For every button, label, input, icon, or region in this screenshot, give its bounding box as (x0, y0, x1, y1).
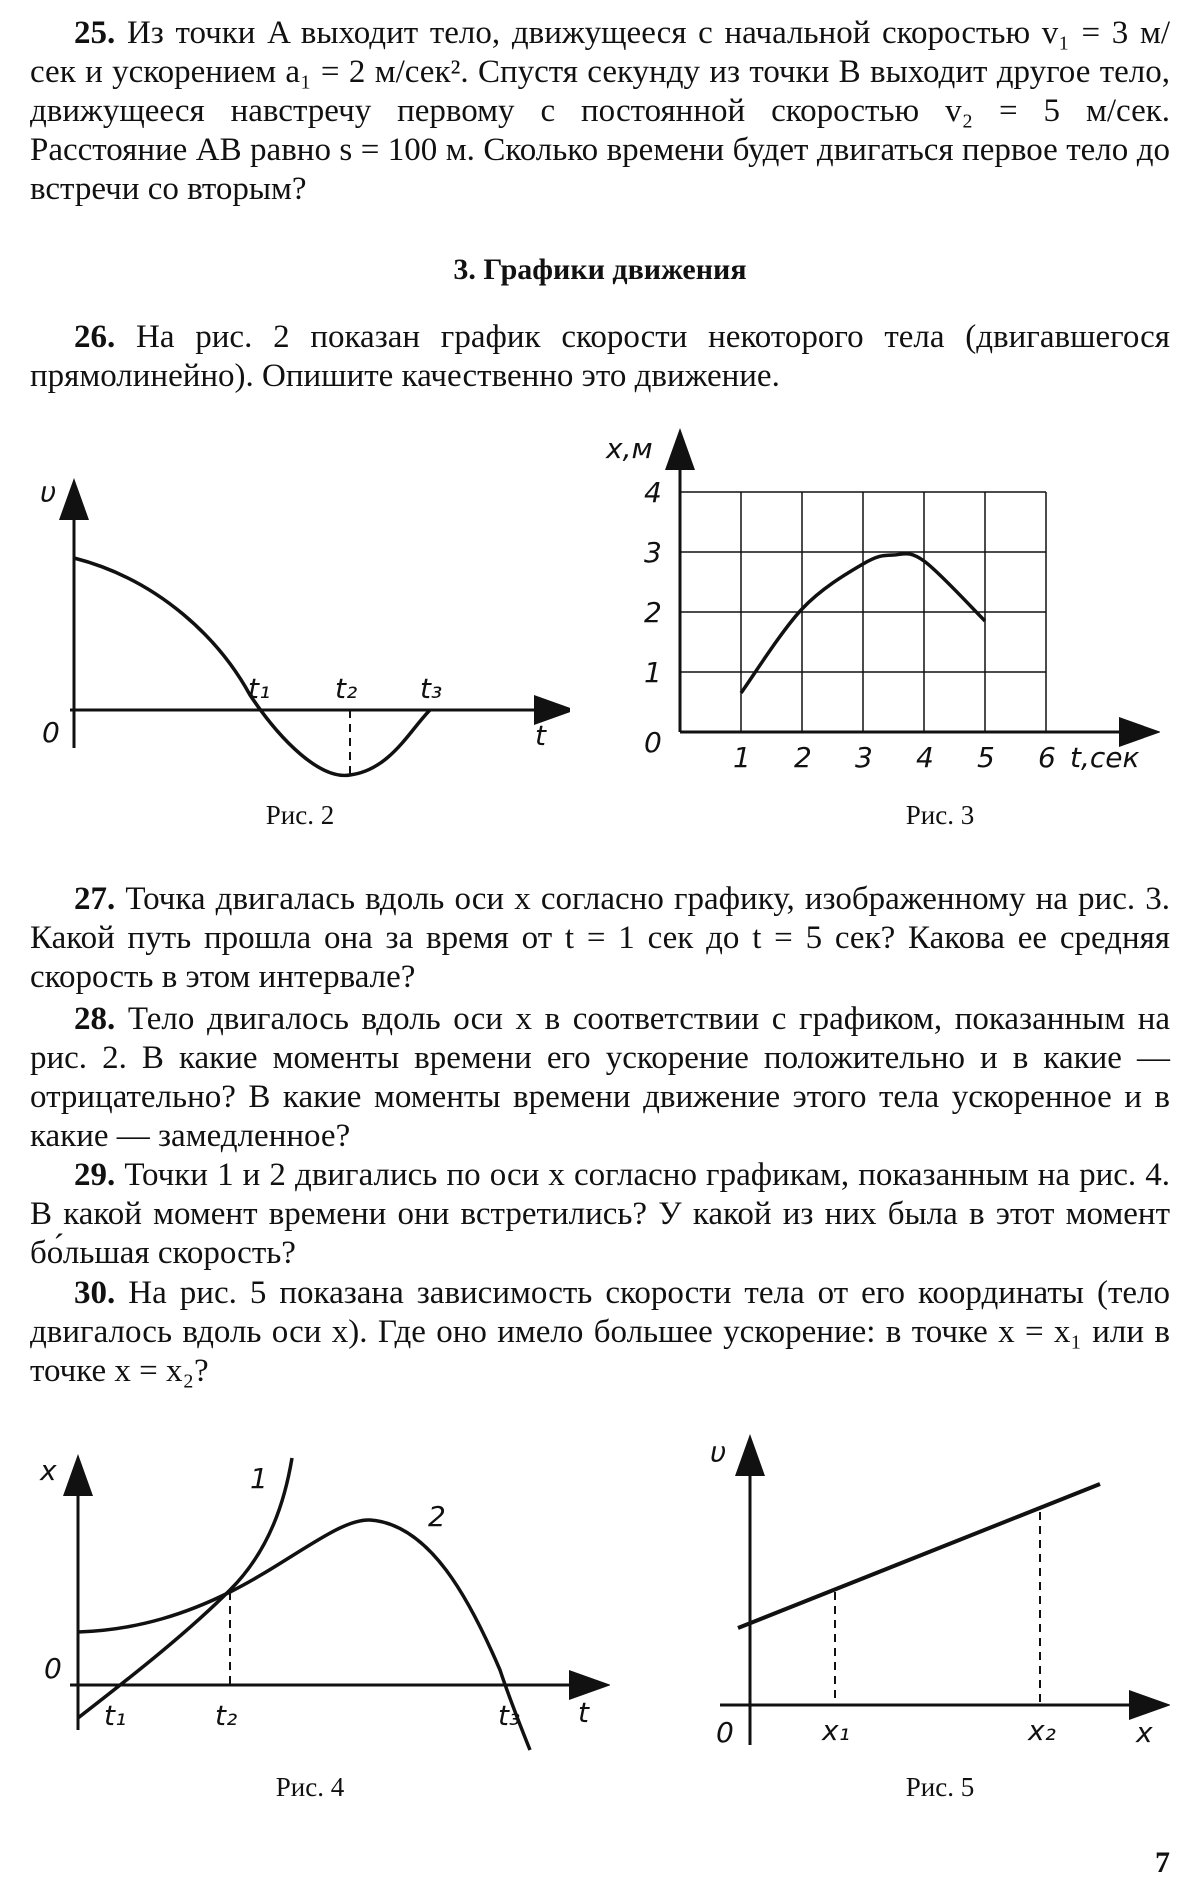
fig2-xlabel: t (535, 719, 546, 752)
fig3-xtick-label: 6 (1038, 741, 1056, 774)
problem-25 (30, 14, 1170, 209)
fig3-xtick-label: 2 (794, 741, 812, 774)
fig4-curve-2-label: 2 (428, 1500, 446, 1533)
figure-2 (30, 470, 570, 790)
fig3-xtick-label: 1 (733, 741, 751, 774)
fig4-curve-1-label: 1 (250, 1462, 268, 1495)
problem-27-number: 27. (74, 881, 116, 917)
fig2-ylabel: υ (40, 476, 57, 509)
problem-25-number: 25. (74, 15, 116, 51)
problem-26 (30, 318, 1170, 396)
problem-27 (30, 880, 1170, 997)
fig3-xtick-label: 3 (855, 741, 873, 774)
fig2-origin: 0 (42, 716, 60, 749)
problem-28 (30, 1000, 1170, 1156)
fig3-ytick-label: 1 (644, 656, 662, 689)
fig4-curve-1 (78, 1458, 292, 1718)
problem-29-text: Точки 1 и 2 двигались по оси x согласно графикам, показанным на рис. 4. В какой момент времени они встретились? У какой из них была в этот момент бо́льшая скорость? (30, 1157, 1171, 1271)
fig5-xlabel: x (1136, 1716, 1153, 1749)
figure-3 (600, 422, 1160, 782)
problem-29 (30, 1156, 1170, 1273)
fig5-mark-x1: x₁ (822, 1714, 850, 1747)
fig3-ytick-label: 4 (644, 476, 662, 509)
problem-28-text: Тело двигалось вдоль оси x в соответствии с графиком, показанным на рис. 2. В какие моменты времени его ускорение положительно и в какие — отрицательно? В какие моменты времени движение этого тела ускоренное и в какие — замедленное? (30, 1001, 1171, 1154)
fig2-mark-t3: t₃ (420, 672, 443, 705)
fig4-mark-t3: t₃ (498, 1699, 521, 1732)
problem-26-number: 26. (74, 319, 116, 355)
fig5-origin: 0 (716, 1716, 734, 1749)
fig3-ytick-label: 2 (644, 596, 662, 629)
fig4-curve-2 (78, 1520, 530, 1750)
fig4-origin: 0 (44, 1652, 62, 1685)
fig4-mark-t1: t₁ (104, 1699, 127, 1732)
problem-27-text: Точка двигалась вдоль оси x согласно графику, изображенному на рис. 3. Какой путь прошла она за время от t = 1 сек до t = 5 сек? Какова ее средняя скорость в этом интервале? (30, 881, 1171, 995)
problem-28-number: 28. (74, 1001, 116, 1037)
figure-4 (30, 1440, 610, 1770)
fig2-caption: Рис. 2 (265, 800, 335, 830)
problem-26-text: На рис. 2 показан график скорости некоторого тела (двигавшегося прямолинейно). Опишите качественно это движение. (30, 319, 1170, 394)
fig5-caption: Рис. 5 (905, 1772, 975, 1802)
page-number: 7 (1155, 1846, 1170, 1879)
fig2-mark-t2: t₂ (335, 672, 358, 705)
fig3-xlabel: t,сек (1070, 741, 1140, 774)
fig3-xtick-label: 4 (916, 741, 934, 774)
fig5-mark-x2: x₂ (1028, 1714, 1056, 1747)
fig3-ytick-label: 3 (644, 536, 662, 569)
fig5-ylabel: υ (710, 1436, 727, 1469)
section-heading: 3. Графики движения (453, 253, 747, 286)
fig4-xlabel: t (578, 1696, 589, 1729)
fig3-grid (680, 492, 1046, 732)
problem-25-text: Из точки A выходит тело, движущееся с начальной скоростью v₁ = 3 м/сек и ускорением a₁ = 2 м/сек². Спустя секунду из точки B выходит другое тело, движущееся навстречу первому с постоянной скоростью v₂ = 5 м/сек. Расстояние AB равно s = 100 м. Сколько времени будет двигаться первое тело до встречи со вторым? (30, 15, 1170, 207)
fig3-xtick-label: 5 (977, 741, 995, 774)
fig5-velocity-line (738, 1484, 1100, 1628)
fig3-caption: Рис. 3 (905, 800, 975, 830)
problem-29-number: 29. (74, 1157, 116, 1193)
fig4-ylabel: x (40, 1454, 57, 1487)
problem-30-text: На рис. 5 показана зависимость скорости тела от его координаты (тело двигалось вдоль оси x). Где оно имело большее ускорение: в точке x = x₁ или в точке x = x₂? (30, 1275, 1170, 1389)
fig2-velocity-curve (74, 558, 430, 775)
problem-30 (30, 1274, 1170, 1391)
figure-5 (690, 1420, 1170, 1765)
fig3-origin: 0 (644, 726, 662, 759)
fig3-ylabel: x,м (606, 432, 653, 465)
problem-30-number: 30. (74, 1275, 116, 1311)
fig2-mark-t1: t₁ (248, 672, 271, 705)
fig4-mark-t2: t₂ (215, 1699, 238, 1732)
fig4-caption: Рис. 4 (275, 1772, 345, 1802)
